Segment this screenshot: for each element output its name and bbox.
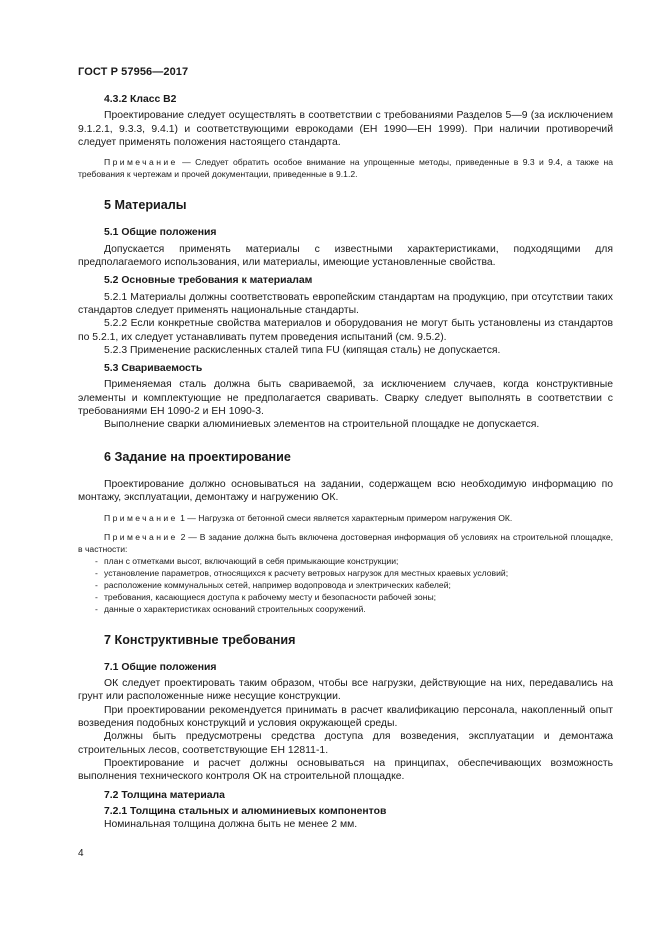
heading-4-3-2: 4.3.2 Класс В2 [104, 94, 177, 105]
note-text: 1 — Нагрузка от бетонной смеси является характерным примером нагружения ОК. [177, 512, 513, 523]
paragraph: Выполнение сварки алюминиевых элементов на строительной площадке не допускается. [104, 419, 540, 431]
heading-5-2: 5.2 Основные требования к материалам [104, 275, 313, 287]
paragraph: 5.2.1 Материалы должны соответствовать европейским стандартам на продукцию, при отсутствии таких стандартов следует применять национальные стандарты. [78, 291, 613, 316]
heading-5-1: 5.1 Общие положения [104, 227, 217, 239]
paragraph: Проектирование должно основываться на задании, содержащем всю необходимую информацию по монтажу, эксплуатации, демонтажу и нагружению ОК. [78, 478, 613, 504]
list-item: - требования, касающиеся доступа к рабочему месту и безопасности рабочей зоны; [78, 591, 613, 603]
list-item: - расположение коммунальных сетей, например водопровода и электрических кабелей; [78, 579, 613, 591]
list-item: - план с отметками высот, включающий в себя примыкающие конструкции; [78, 555, 613, 567]
paragraph: Применяемая сталь должна быть свариваемой, за исключением случаев, когда конструктивные элементы и комплектующие не предполагается сваривать. Сварку следует выполнять в соответствии с требованиями ЕН 1090-2 и ЕН 1090-3. [78, 379, 613, 418]
paragraph: 5.2.2 Если конкретные свойства материалов и оборудования не могут быть установлены из стандартов по 5.2.1, их следует устанавливать путем проведения испытаний (см. 9.5.2). [78, 318, 613, 343]
paragraph: 5.2.3 Применение раскисленных сталей типа FU (кипящая сталь) не допускается. [104, 344, 501, 356]
paragraph: Проектирование и расчет должны основываться на принципах, обеспечивающих возможность выполнения технического контроля ОК на строительной площадке. [78, 757, 613, 783]
list-item: - установление параметров, относящихся к расчету ветровых нагрузок для местных краевых условий; [78, 567, 613, 579]
section-heading-7: 7 Конструктивные требования [104, 632, 296, 647]
page-number: 4 [78, 848, 84, 859]
note-label: Примечание [104, 531, 178, 542]
paragraph: Допускается применять материалы с известными характеристиками, подходящими для предполагаемого использования, или материалы, имеющие установленные свойства. [78, 243, 613, 269]
note-text: — Следует обратить особое внимание на упрощенные методы, приведенные в 9.3 и 9.4, а также на требования к чертежам и прочей документации, приведенные в 9.1.2. [78, 157, 613, 180]
note-label: Примечание [104, 157, 178, 168]
heading-5-3: 5.3 Свариваемость [104, 363, 203, 375]
section-heading-5: 5 Материалы [104, 198, 187, 213]
heading-7-1: 7.1 Общие положения [104, 661, 217, 673]
heading-7-2: 7.2 Толщина материала [104, 789, 225, 801]
note-2 [78, 531, 613, 555]
page-body [78, 93, 613, 831]
section-heading-6: 6 Задание на проектирование [104, 449, 291, 464]
note-text: 2 — В задание должна быть включена достоверная информация об условиях на строительной площадке, в частности: [78, 531, 613, 554]
heading-7-2-1: 7.2.1 Толщина стальных и алюминиевых компонентов [104, 805, 387, 817]
paragraph: Должны быть предусмотрены средства доступа для возведения, эксплуатации и демонтажа строительных лесов, соответствующие ЕН 12811-1. [78, 731, 613, 756]
document-header: ГОСТ Р 57956—2017 [78, 66, 189, 78]
paragraph: Проектирование следует осуществлять в соответствии с требованиями Разделов 5—9 (за исключением 9.1.2.1, 9.3.3, 9.4.1) и соответствующими еврокодами (ЕН 1990—ЕН 1999). При наличии противоречий следует применять положения настоящего стандарта. [78, 110, 613, 148]
paragraph: При проектировании рекомендуется принимать в расчет квалификацию персонала, накопленный опыт возведения подобных конструкций и условия окружающей среды. [78, 704, 613, 730]
requirements-list [78, 555, 613, 615]
note-1 [78, 512, 613, 524]
paragraph: Номинальная толщина должна быть не менее 2 мм. [104, 819, 358, 831]
note [78, 156, 613, 180]
paragraph: ОК следует проектировать таким образом, чтобы все нагрузки, действующие на них, передавались на грунт или расположенные ниже несущие конструкции. [78, 678, 613, 703]
note-label: Примечание [104, 512, 178, 523]
list-item: - данные о характеристиках оснований строительных сооружений. [78, 603, 613, 615]
